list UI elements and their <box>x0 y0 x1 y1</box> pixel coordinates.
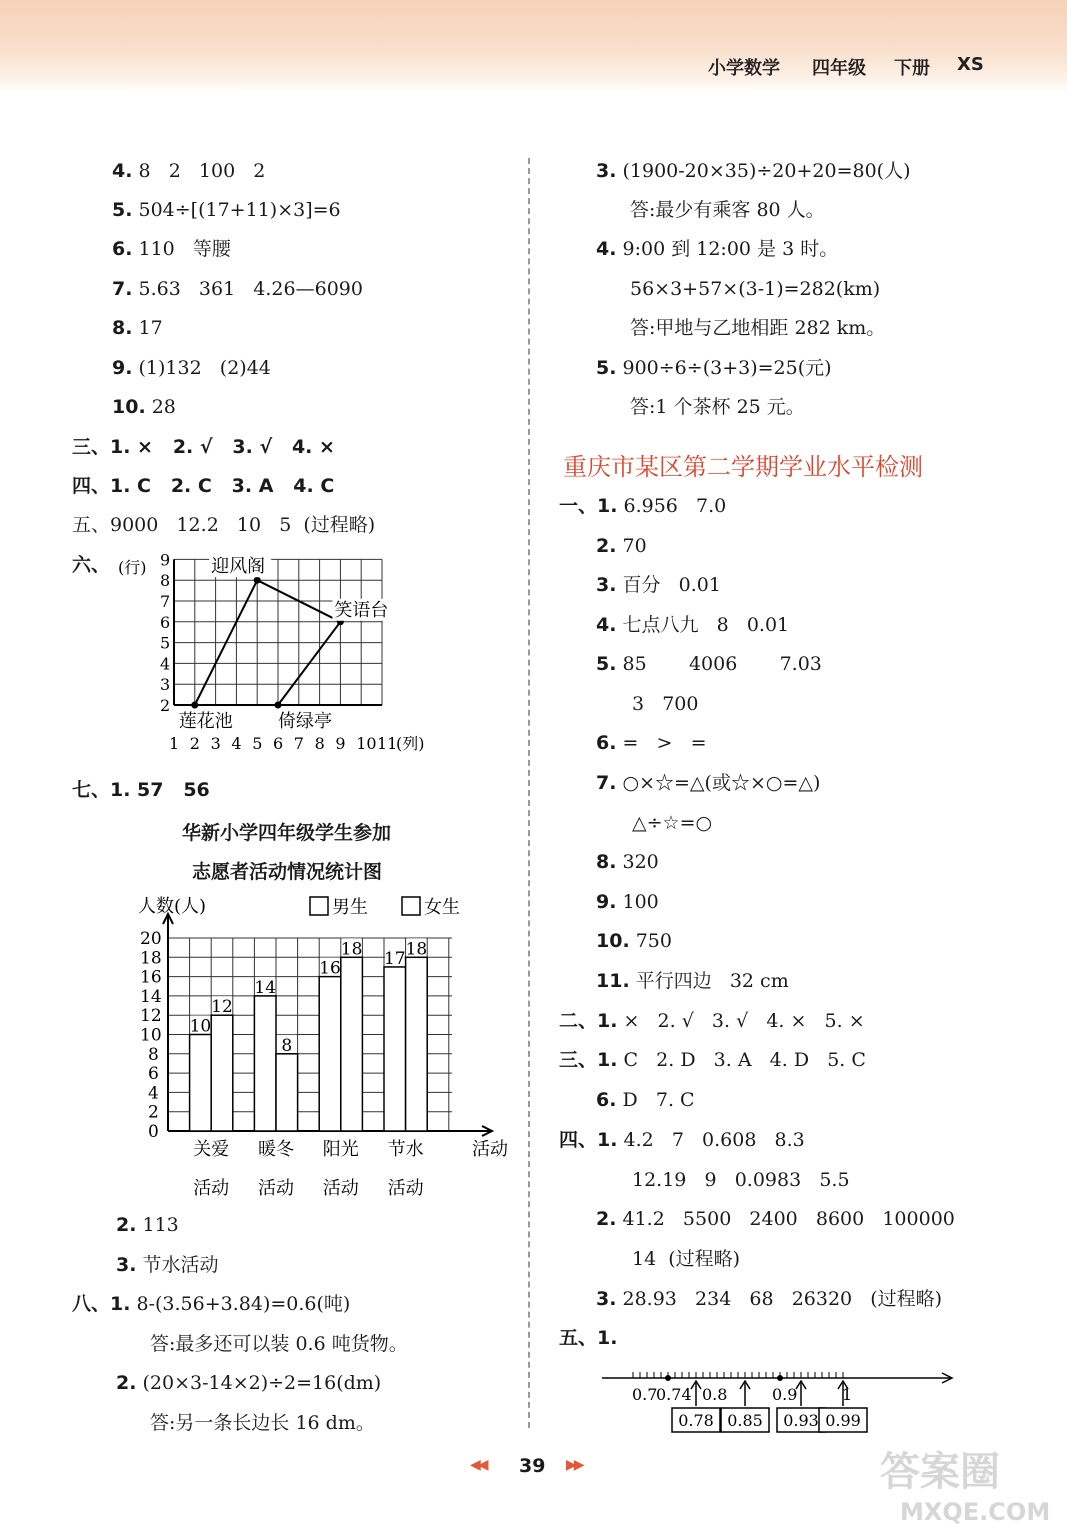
x-tick-label: 4 <box>231 734 242 753</box>
item-text: 100 <box>622 891 659 913</box>
coordinate-grid-chart <box>110 550 450 765</box>
bar-boys <box>319 977 341 1131</box>
data-label: 12 <box>211 997 233 1018</box>
answer-line <box>632 692 698 716</box>
bar-girls <box>341 957 363 1131</box>
answer-line <box>596 731 707 755</box>
item-number: 3. <box>596 1288 617 1310</box>
number-line-label: 0.74 <box>656 1385 692 1404</box>
item-text: 320 <box>622 851 659 873</box>
y-tick-label: 3 <box>160 675 171 695</box>
answer-line <box>559 1128 805 1152</box>
y-axis-label: 人数(人) <box>138 896 207 917</box>
chart-title-line-2: 志愿者活动情况统计图 <box>192 861 383 883</box>
item-number: 4. <box>596 614 617 636</box>
answer-line <box>596 573 721 597</box>
item-number: 2. <box>596 1208 617 1230</box>
x-tick-label: 6 <box>273 734 284 753</box>
bar-boys <box>190 1035 212 1132</box>
item-number: 五、1. <box>559 1327 618 1349</box>
point-dot <box>777 1375 783 1381</box>
answer-line: 7. 5.63 361 4.26—6090 <box>112 278 363 300</box>
data-label: 18 <box>405 939 428 960</box>
answer-line: 4. 9:00 到 12:00 是 3 时。 <box>596 238 839 260</box>
location-label: 迎风阁 <box>211 556 266 578</box>
y-tick-label: 18 <box>140 948 162 969</box>
answer-line: 2. 113 <box>116 1214 179 1236</box>
answer-line <box>559 1326 624 1350</box>
section-qi: 七、1. 57 56 <box>72 779 210 801</box>
y-tick-label: 5 <box>160 633 171 653</box>
answer-line <box>596 890 659 914</box>
item-text: △÷☆=○ <box>632 812 713 834</box>
item-number: 5. <box>596 653 617 675</box>
location-label: 莲花池 <box>178 711 233 732</box>
item-text: 85 4006 7.03 <box>622 653 822 675</box>
answer-line <box>559 494 726 518</box>
item-number: 二、1. <box>559 1010 618 1032</box>
answer-line <box>596 771 820 795</box>
location-point <box>191 702 198 709</box>
x-tick-label: 3 <box>210 734 221 753</box>
x-tick-label: 5 <box>252 734 263 753</box>
answer-line: 5. 900÷6÷(3+3)=25(元) <box>596 357 832 379</box>
category-label: 阳光 <box>322 1139 359 1160</box>
category-label: 暖冬 <box>258 1139 294 1160</box>
answer-text: 答:另一条长边长 16 dm。 <box>150 1412 375 1434</box>
location-label: 笑语台 <box>334 599 389 621</box>
header-grade: 四年级 <box>812 58 866 79</box>
answer-line <box>596 1207 955 1231</box>
number-line-label: 0.7 <box>632 1385 658 1404</box>
legend-label-girls: 女生 <box>424 897 460 918</box>
y-tick-label: 6 <box>160 612 171 632</box>
item-text: 41.2 5500 2400 8600 100000 <box>622 1208 955 1230</box>
bar-boys <box>254 996 276 1131</box>
x-tick-label: 8 <box>314 734 325 753</box>
bar-girls <box>211 1015 233 1131</box>
y-tick-label: 6 <box>148 1064 159 1085</box>
data-label: 10 <box>189 1016 212 1037</box>
item-text: C 2. D 3. A 4. D 5. C <box>623 1049 866 1071</box>
data-label: 8 <box>281 1035 293 1056</box>
answer-line <box>632 811 712 835</box>
item-text: 70 <box>622 535 647 557</box>
answer-text: 56×3+57×(3-1)=282(km) <box>630 278 881 300</box>
page-number: 39 <box>519 1455 546 1477</box>
item-text: 14 (过程略) <box>632 1248 741 1270</box>
location-point <box>254 577 261 584</box>
prev-page-icon: ◀◀ <box>470 1457 486 1473</box>
number-line-label: 0.9 <box>772 1385 798 1404</box>
category-label: 活动 <box>387 1178 424 1199</box>
answer-line: 6. 110 等腰 <box>112 238 231 260</box>
item-number: 3. <box>596 574 617 596</box>
answer-box-value: 0.78 <box>678 1411 714 1430</box>
category-label: 关爱 <box>193 1139 230 1160</box>
answer-box-value: 0.93 <box>783 1411 819 1430</box>
answer-box-value: 0.85 <box>727 1411 763 1430</box>
column-divider <box>528 158 530 1428</box>
next-page-icon: ▶▶ <box>566 1457 582 1473</box>
answer-text: 答:最少有乘客 80 人。 <box>630 199 825 221</box>
answer-line <box>632 1168 850 1192</box>
answer-line <box>559 1048 866 1072</box>
item-text: 3 700 <box>632 693 699 715</box>
item-number: 一、1. <box>559 495 618 517</box>
item-text: ○×☆=△(或☆×○=△) <box>622 772 821 794</box>
answer-text: 答:最多还可以装 0.6 吨货物。 <box>150 1333 408 1355</box>
y-tick-label: 16 <box>140 967 162 988</box>
item-text: D 7. C <box>622 1089 695 1111</box>
category-label: 活动 <box>322 1178 359 1199</box>
item-number: 11. <box>596 970 630 992</box>
section-wu: 五、9000 12.2 10 5 (过程略) <box>72 514 376 536</box>
item-text: 百分 0.01 <box>622 574 721 596</box>
data-label: 17 <box>383 948 406 969</box>
location-point <box>275 702 282 709</box>
item-number: 6. <box>596 1089 617 1111</box>
y-tick-label: 9 <box>160 550 171 570</box>
number-line-label: 0.8 <box>702 1385 728 1404</box>
answer-line <box>632 1247 740 1271</box>
y-tick-label: 7 <box>160 592 171 611</box>
item-number: 8. <box>596 851 617 873</box>
watermark-logo: 答案圈 <box>880 1449 1000 1495</box>
header-term: 下册 <box>894 58 930 79</box>
data-label: 18 <box>340 939 363 960</box>
bar-girls <box>406 957 428 1131</box>
y-tick-label: 4 <box>148 1083 159 1104</box>
x-tick-label: 2 <box>189 734 200 753</box>
number-line-label: 1 <box>842 1385 853 1404</box>
x-tick-label: 7 <box>293 734 304 753</box>
y-tick-label: 2 <box>160 696 171 715</box>
answer-box-value: 0.99 <box>825 1411 861 1430</box>
bar-chart <box>130 890 508 1210</box>
item-text: = > = <box>622 732 707 754</box>
answer-line: 3. (1900-20×35)÷20+20=80(人) <box>596 160 911 182</box>
legend-swatch-girls <box>402 897 420 915</box>
point-dot <box>665 1375 671 1381</box>
answer-line: 4. 8 2 100 2 <box>112 160 266 182</box>
y-tick-label: 20 <box>140 929 162 949</box>
answer-line <box>596 534 647 558</box>
answer-line: 3. 节水活动 <box>116 1254 219 1276</box>
answer-line <box>559 1009 865 1033</box>
section-title: 重庆市某区第二学期学业水平检测 <box>563 453 923 481</box>
answer-line <box>596 652 822 676</box>
answer-line <box>596 613 789 637</box>
legend-label-boys: 男生 <box>332 897 368 918</box>
bar-boys <box>384 967 406 1131</box>
answer-line <box>596 850 659 874</box>
bar-girls <box>276 1054 298 1131</box>
answer-line: 8. 17 <box>112 317 163 339</box>
location-label: 倚绿亭 <box>278 711 332 732</box>
y-tick-label: 14 <box>140 986 162 1007</box>
answer-line: 八、1. 8-(3.56+3.84)=0.6(吨) <box>72 1293 351 1315</box>
item-text: 28.93 234 68 26320 (过程略) <box>622 1288 943 1310</box>
answer-line: 9. (1)132 (2)44 <box>112 357 271 379</box>
item-text: 4.2 7 0.608 8.3 <box>623 1129 805 1151</box>
section-san: 三、1. × 2. √ 3. √ 4. × <box>72 436 335 458</box>
y-tick-label: 0 <box>148 1122 159 1142</box>
data-label: 16 <box>319 958 341 979</box>
x-tick-label: 11 <box>377 734 398 753</box>
item-text: 6.956 7.0 <box>623 495 727 517</box>
item-number: 2. <box>596 535 617 557</box>
category-label: 活动 <box>258 1178 294 1199</box>
item-text: 七点八九 8 0.01 <box>622 614 790 636</box>
item-number: 10. <box>596 930 630 952</box>
section-liu: 六、 <box>72 554 111 576</box>
y-tick-label: 8 <box>160 571 171 591</box>
item-number: 三、1. <box>559 1049 618 1071</box>
item-text: 12.19 9 0.0983 5.5 <box>632 1169 850 1191</box>
x-tick-label: 1 <box>169 734 180 753</box>
item-text: 平行四边 32 cm <box>635 970 789 992</box>
item-number: 6. <box>596 732 617 754</box>
item-text: 750 <box>635 930 672 952</box>
legend-swatch-boys <box>310 897 328 915</box>
category-label: 节水 <box>387 1139 424 1160</box>
x-tick-label: 9 <box>335 734 346 753</box>
answer-line <box>596 1088 695 1112</box>
answer-line <box>596 929 672 953</box>
y-axis-label: (行) <box>118 558 147 577</box>
data-label: 14 <box>254 977 277 998</box>
answer-line <box>596 1287 942 1311</box>
y-tick-label: 4 <box>160 654 171 674</box>
item-text: × 2. √ 3. √ 4. × 5. × <box>623 1010 865 1032</box>
y-tick-label: 2 <box>148 1102 159 1123</box>
x-tick-label: 10 <box>356 734 377 753</box>
watermark-url: MXQE.COM <box>900 1498 1051 1526</box>
category-label: 活动 <box>193 1178 230 1199</box>
answer-text: 答:甲地与乙地相距 282 km。 <box>630 317 886 339</box>
header-subject: 小学数学 <box>708 58 780 79</box>
answer-line: 5. 504÷[(17+11)×3]=6 <box>112 199 341 221</box>
y-tick-label: 10 <box>140 1025 162 1046</box>
answer-text: 答:1 个茶杯 25 元。 <box>630 396 805 418</box>
x-axis-label: (列) <box>396 734 425 753</box>
y-tick-label: 8 <box>148 1044 159 1065</box>
item-number: 四、1. <box>559 1129 618 1151</box>
chart-title-line-1: 华新小学四年级学生参加 <box>182 822 392 844</box>
y-tick-label: 12 <box>140 1006 162 1027</box>
answer-line: 2. (20×3-14×2)÷2=16(dm) <box>116 1372 382 1394</box>
section-si: 四、1. C 2. C 3. A 4. C <box>72 475 335 497</box>
answer-line: 10. 28 <box>112 396 176 418</box>
header-edition: XS <box>957 54 984 75</box>
item-number: 7. <box>596 772 617 794</box>
number-line <box>598 1364 968 1436</box>
answer-line <box>596 969 789 993</box>
x-axis-label: 活动 <box>472 1139 508 1160</box>
item-number: 9. <box>596 891 617 913</box>
